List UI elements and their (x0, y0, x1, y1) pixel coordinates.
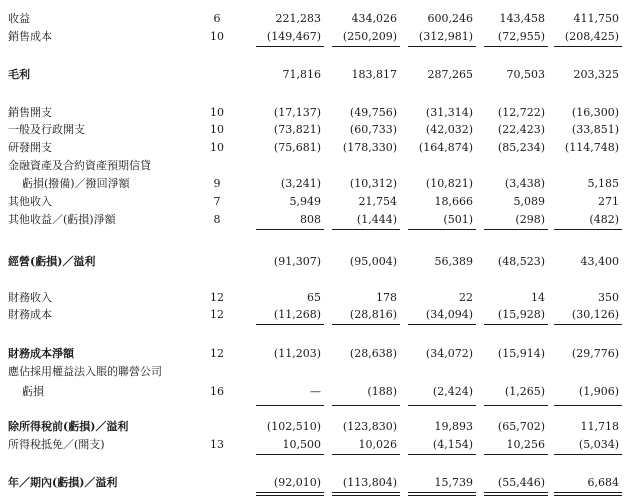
subtotal-rule (484, 405, 548, 406)
row-value: 287,265 (427, 68, 473, 81)
row-value: (113,804) (342, 476, 397, 489)
total-double-rule (332, 492, 400, 496)
row-label: 其他收入 (8, 195, 52, 208)
row-value: (16,300) (571, 106, 619, 119)
subtotal-rule (484, 454, 548, 455)
row-value: (65,702) (497, 420, 545, 433)
row-value: (164,874) (418, 141, 473, 154)
statement-row-cost-of-sales (0, 29, 630, 45)
row-value: (1,265) (504, 385, 545, 398)
row-note: 12 (210, 347, 224, 360)
row-value: (1,906) (578, 385, 619, 398)
row-value: (55,446) (497, 476, 545, 489)
row-value: 350 (598, 291, 619, 304)
row-note: 12 (210, 308, 224, 321)
subtotal-rule (332, 46, 400, 47)
subtotal-rule (256, 324, 324, 325)
row-label: 經營(虧損)／溢利 (8, 255, 96, 268)
total-double-rule (408, 492, 476, 496)
statement-row-period-result (0, 475, 630, 491)
statement-row-other-income (0, 194, 630, 210)
row-value: (48,523) (497, 255, 545, 268)
row-note: 10 (210, 106, 224, 119)
row-label: 除所得稅前(虧損)／溢利 (8, 420, 129, 433)
row-value: 70,503 (506, 68, 545, 81)
subtotal-rule (554, 324, 622, 325)
row-value: (123,830) (342, 420, 397, 433)
row-value: (95,004) (349, 255, 397, 268)
subtotal-rule (408, 405, 476, 406)
statement-row-gross-profit (0, 67, 630, 83)
statement-row-rnd-expenses (0, 140, 630, 156)
row-value: 10,026 (358, 438, 397, 451)
statement-row-finance-income (0, 290, 630, 306)
row-value: (1,444) (356, 213, 397, 226)
total-double-rule (256, 492, 324, 496)
statement-row-ecl-heading (0, 158, 630, 174)
subtotal-rule (484, 229, 548, 230)
subtotal-rule (408, 454, 476, 455)
statement-row-revenue (0, 11, 630, 27)
row-value: (73,821) (273, 123, 321, 136)
row-value: 10,256 (506, 438, 545, 451)
row-value: — (310, 385, 321, 398)
row-label: 研發開支 (8, 141, 52, 154)
row-value: (11,203) (273, 347, 321, 360)
subtotal-rule (408, 46, 476, 47)
subtotal-rule (256, 454, 324, 455)
statement-row-income-tax (0, 437, 630, 453)
total-double-rule (554, 492, 622, 496)
row-value: (15,928) (497, 308, 545, 321)
row-label: 財務成本 (8, 308, 52, 321)
subtotal-rule (332, 324, 400, 325)
row-value: (2,424) (432, 385, 473, 398)
row-value: (114,748) (564, 141, 619, 154)
statement-row-selling-expenses (0, 105, 630, 121)
row-value: (33,851) (571, 123, 619, 136)
row-label: 一般及行政開支 (8, 123, 85, 136)
row-value: (42,032) (425, 123, 473, 136)
row-value: 600,246 (427, 12, 473, 25)
row-value: (49,756) (349, 106, 397, 119)
row-value: (250,209) (342, 30, 397, 43)
row-note: 10 (210, 30, 224, 43)
row-value: 271 (598, 195, 619, 208)
row-value: (22,423) (497, 123, 545, 136)
row-value: (34,072) (425, 347, 473, 360)
row-label: 收益 (8, 12, 30, 25)
row-value: (312,981) (418, 30, 473, 43)
row-value: 808 (300, 213, 321, 226)
row-value: 43,400 (580, 255, 619, 268)
row-value: 434,026 (351, 12, 397, 25)
row-value: 5,185 (587, 177, 619, 190)
row-value: 71,816 (282, 68, 321, 81)
statement-row-net-finance-costs (0, 346, 630, 362)
row-note: 10 (210, 123, 224, 136)
row-label: 所得稅抵免／(開支) (8, 438, 105, 451)
subtotal-rule (408, 324, 476, 325)
row-value: (85,234) (497, 141, 545, 154)
row-value: 56,389 (434, 255, 473, 268)
row-value: 6,684 (587, 476, 619, 489)
subtotal-rule (554, 454, 622, 455)
subtotal-rule (256, 229, 324, 230)
subtotal-rule (256, 46, 324, 47)
row-value: (34,094) (425, 308, 473, 321)
row-value: (30,126) (571, 308, 619, 321)
row-value: 5,089 (513, 195, 545, 208)
row-value: (72,955) (497, 30, 545, 43)
row-value: 22 (459, 291, 473, 304)
row-value: (149,467) (266, 30, 321, 43)
subtotal-rule (554, 229, 622, 230)
subtotal-rule (256, 405, 324, 406)
row-value: (12,722) (497, 106, 545, 119)
row-note: 16 (210, 385, 224, 398)
subtotal-rule (332, 405, 400, 406)
row-value: (178,330) (342, 141, 397, 154)
subtotal-rule (484, 324, 548, 325)
subtotal-rule (484, 46, 548, 47)
row-value: (28,816) (349, 308, 397, 321)
row-value: 21,754 (358, 195, 397, 208)
row-label: 銷售開支 (8, 106, 52, 119)
row-note: 12 (210, 291, 224, 304)
row-note: 7 (213, 195, 221, 208)
row-value: 143,458 (499, 12, 545, 25)
row-value: (28,638) (349, 347, 397, 360)
row-value: (10,821) (425, 177, 473, 190)
row-label: 毛利 (8, 68, 30, 81)
row-value: (188) (367, 385, 397, 398)
row-value: (4,154) (432, 438, 473, 451)
statement-row-admin-expenses (0, 122, 630, 138)
row-value: 221,283 (275, 12, 321, 25)
row-label: 財務收入 (8, 291, 52, 304)
row-value: (10,312) (349, 177, 397, 190)
row-label: 應佔採用權益法入賬的聯營公司 (8, 365, 162, 378)
subtotal-rule (332, 229, 400, 230)
row-value: (5,034) (578, 438, 619, 451)
row-value: 10,500 (282, 438, 321, 451)
row-value: (482) (589, 213, 619, 226)
row-value: (102,510) (266, 420, 321, 433)
total-double-rule (484, 492, 548, 496)
row-value: (3,438) (504, 177, 545, 190)
row-value: (91,307) (273, 255, 321, 268)
row-note: 9 (213, 177, 221, 190)
row-value: (75,681) (273, 141, 321, 154)
row-note: 8 (213, 213, 221, 226)
row-label: 虧損 (22, 385, 44, 398)
row-value: (60,733) (349, 123, 397, 136)
row-value: 411,750 (573, 12, 619, 25)
row-label: 其他收益／(虧損)淨額 (8, 213, 116, 226)
subtotal-rule (408, 229, 476, 230)
row-value: (3,241) (280, 177, 321, 190)
row-value: 19,893 (434, 420, 473, 433)
row-value: (92,010) (273, 476, 321, 489)
statement-row-operating-result (0, 254, 630, 270)
row-label: 財務成本淨額 (8, 347, 74, 360)
statement-row-other-gains (0, 212, 630, 228)
row-value: 14 (531, 291, 545, 304)
row-value: 178 (376, 291, 397, 304)
row-value: (29,776) (571, 347, 619, 360)
row-value: (501) (443, 213, 473, 226)
row-value: 65 (307, 291, 321, 304)
row-value: 15,739 (434, 476, 473, 489)
statement-row-associates-heading (0, 364, 630, 380)
row-label: 金融資產及合約資產預期信貸 (8, 159, 151, 172)
row-label: 銷售成本 (8, 30, 52, 43)
row-note: 13 (210, 438, 224, 451)
row-value: (11,268) (273, 308, 321, 321)
row-value: 183,817 (351, 68, 397, 81)
row-note: 10 (210, 141, 224, 154)
row-value: 11,718 (580, 420, 619, 433)
row-value: (298) (515, 213, 545, 226)
row-label: 年／期內(虧損)／溢利 (8, 476, 118, 489)
statement-row-associates-loss (0, 384, 630, 400)
statement-row-ecl-net (0, 176, 630, 192)
row-value: 18,666 (434, 195, 473, 208)
row-note: 6 (213, 12, 221, 25)
subtotal-rule (332, 454, 400, 455)
row-value: (31,314) (425, 106, 473, 119)
row-note (203, 67, 231, 83)
row-value: (17,137) (273, 106, 321, 119)
row-value: 5,949 (289, 195, 321, 208)
row-value: (208,425) (564, 30, 619, 43)
statement-row-pretax-result (0, 419, 630, 435)
row-label: 虧損(撥備)／撥回淨額 (22, 177, 130, 190)
statement-row-finance-costs (0, 307, 630, 323)
row-value: 203,325 (573, 68, 619, 81)
subtotal-rule (554, 405, 622, 406)
row-value: (15,914) (497, 347, 545, 360)
subtotal-rule (554, 46, 622, 47)
